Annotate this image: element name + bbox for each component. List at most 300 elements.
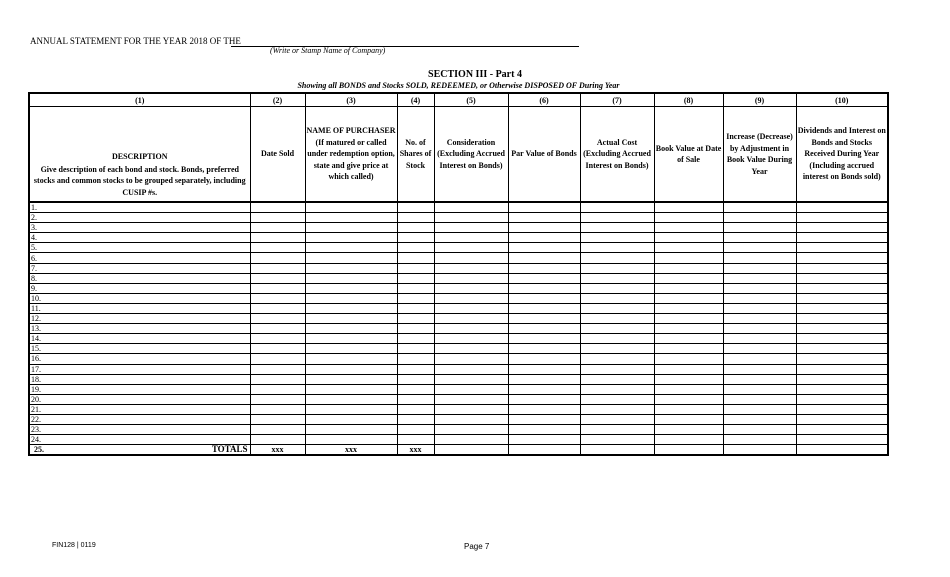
cell-purchaser[interactable]: [305, 314, 397, 324]
cell-description[interactable]: [47, 404, 250, 414]
cell-book-value[interactable]: [654, 354, 723, 364]
cell-purchaser[interactable]: [305, 202, 397, 213]
cell-dividends[interactable]: [796, 263, 888, 273]
cell-dividends[interactable]: [796, 354, 888, 364]
table-row: [29, 404, 888, 414]
cell-adjustment[interactable]: [723, 223, 796, 233]
cell-dividends[interactable]: [796, 425, 888, 435]
cell-dividends[interactable]: [796, 324, 888, 334]
cell-adjustment[interactable]: [723, 303, 796, 313]
cell-purchaser[interactable]: [305, 354, 397, 364]
cell-actual-cost[interactable]: [580, 223, 654, 233]
cell-dividends[interactable]: [796, 374, 888, 384]
cell-purchaser[interactable]: [305, 213, 397, 223]
cell-date-sold[interactable]: [250, 263, 305, 273]
cell-actual-cost[interactable]: [580, 414, 654, 424]
cell-purchaser[interactable]: [305, 364, 397, 374]
cell-date-sold[interactable]: [250, 202, 305, 213]
line-number: 17.: [29, 364, 47, 374]
cell-description[interactable]: [47, 293, 250, 303]
cell-adjustment[interactable]: [723, 314, 796, 324]
cell-par-value[interactable]: [508, 314, 580, 324]
cell-description[interactable]: [47, 435, 250, 445]
cell-actual-cost[interactable]: [580, 293, 654, 303]
cell-consideration[interactable]: [434, 404, 508, 414]
line-number: 21.: [29, 404, 47, 414]
table-row: [29, 344, 888, 354]
line-number: 1.: [29, 202, 47, 213]
cell-par-value[interactable]: [508, 425, 580, 435]
cell-shares[interactable]: [397, 354, 434, 364]
cell-actual-cost[interactable]: [580, 324, 654, 334]
cell-consideration[interactable]: [434, 384, 508, 394]
cell-actual-cost[interactable]: [580, 344, 654, 354]
cell-shares[interactable]: [397, 202, 434, 213]
cell-dividends[interactable]: [796, 202, 888, 213]
cell-actual-cost[interactable]: [580, 303, 654, 313]
cell-consideration[interactable]: [434, 223, 508, 233]
cell-book-value[interactable]: [654, 384, 723, 394]
cell-dividends[interactable]: [796, 404, 888, 414]
cell-dividends[interactable]: [796, 394, 888, 404]
cell-consideration[interactable]: [434, 303, 508, 313]
cell-par-value[interactable]: [508, 263, 580, 273]
cell-description[interactable]: [47, 303, 250, 313]
cell-book-value[interactable]: [654, 324, 723, 334]
cell-purchaser[interactable]: [305, 404, 397, 414]
cell-purchaser[interactable]: [305, 435, 397, 445]
cell-shares[interactable]: [397, 273, 434, 283]
cell-description[interactable]: [47, 374, 250, 384]
cell-purchaser[interactable]: [305, 384, 397, 394]
cell-purchaser[interactable]: [305, 414, 397, 424]
line-number: 18.: [29, 374, 47, 384]
table-row: [29, 273, 888, 283]
cell-description[interactable]: [47, 202, 250, 213]
column-header-description: [29, 107, 250, 203]
cell-actual-cost[interactable]: [580, 374, 654, 384]
cell-adjustment[interactable]: [723, 435, 796, 445]
totals-actual-cost[interactable]: [580, 445, 654, 456]
cell-description[interactable]: [47, 223, 250, 233]
cell-par-value[interactable]: [508, 384, 580, 394]
table-row: [29, 414, 888, 424]
cell-par-value[interactable]: [508, 414, 580, 424]
cell-par-value[interactable]: [508, 233, 580, 243]
cell-dividends[interactable]: [796, 364, 888, 374]
form-id: FIN128 | 0119: [52, 542, 96, 549]
cell-dividends[interactable]: [796, 233, 888, 243]
cell-actual-cost[interactable]: [580, 425, 654, 435]
cell-adjustment[interactable]: [723, 384, 796, 394]
cell-adjustment[interactable]: [723, 202, 796, 213]
cell-par-value[interactable]: [508, 223, 580, 233]
cell-adjustment[interactable]: [723, 263, 796, 273]
cell-purchaser[interactable]: [305, 293, 397, 303]
cell-purchaser[interactable]: [305, 253, 397, 263]
cell-shares[interactable]: [397, 425, 434, 435]
cell-adjustment[interactable]: [723, 324, 796, 334]
cell-date-sold[interactable]: [250, 425, 305, 435]
cell-book-value[interactable]: [654, 374, 723, 384]
line-number: 16.: [29, 354, 47, 364]
column-number-3: (3): [305, 93, 397, 107]
line-number: 24.: [29, 435, 47, 445]
cell-par-value[interactable]: [508, 435, 580, 445]
cell-actual-cost[interactable]: [580, 213, 654, 223]
cell-adjustment[interactable]: [723, 334, 796, 344]
cell-book-value[interactable]: [654, 394, 723, 404]
cell-actual-cost[interactable]: [580, 253, 654, 263]
totals-label: TOTALS: [47, 445, 250, 456]
cell-par-value[interactable]: [508, 364, 580, 374]
cell-dividends[interactable]: [796, 213, 888, 223]
cell-adjustment[interactable]: [723, 364, 796, 374]
line-number: 2.: [29, 213, 47, 223]
cell-shares[interactable]: [397, 303, 434, 313]
table-row: [29, 253, 888, 263]
totals-adjustment[interactable]: [723, 445, 796, 456]
cell-adjustment[interactable]: [723, 374, 796, 384]
totals-book-value[interactable]: [654, 445, 723, 456]
table-row: [29, 263, 888, 273]
cell-date-sold[interactable]: [250, 273, 305, 283]
cell-purchaser[interactable]: [305, 273, 397, 283]
cell-book-value[interactable]: [654, 273, 723, 283]
cell-shares[interactable]: [397, 314, 434, 324]
cell-purchaser[interactable]: [305, 233, 397, 243]
cell-purchaser[interactable]: [305, 324, 397, 334]
cell-actual-cost[interactable]: [580, 364, 654, 374]
totals-dividends[interactable]: [796, 445, 888, 456]
cell-purchaser[interactable]: [305, 283, 397, 293]
cell-date-sold[interactable]: [250, 414, 305, 424]
cell-consideration[interactable]: [434, 293, 508, 303]
cell-purchaser[interactable]: [305, 344, 397, 354]
cell-actual-cost[interactable]: [580, 243, 654, 253]
cell-actual-cost[interactable]: [580, 273, 654, 283]
cell-purchaser[interactable]: [305, 243, 397, 253]
line-number: 22.: [29, 414, 47, 424]
cell-dividends[interactable]: [796, 414, 888, 424]
totals-consideration[interactable]: [434, 445, 508, 456]
cell-par-value[interactable]: [508, 202, 580, 213]
cell-par-value[interactable]: [508, 253, 580, 263]
cell-par-value[interactable]: [508, 354, 580, 364]
table-row: [29, 374, 888, 384]
cell-date-sold[interactable]: [250, 394, 305, 404]
cell-shares[interactable]: [397, 253, 434, 263]
cell-date-sold[interactable]: [250, 314, 305, 324]
column-number-10: (10): [796, 93, 888, 107]
cell-description[interactable]: [47, 273, 250, 283]
line-number: 10.: [29, 293, 47, 303]
cell-adjustment[interactable]: [723, 243, 796, 253]
cell-book-value[interactable]: [654, 414, 723, 424]
cell-consideration[interactable]: [434, 202, 508, 213]
cell-adjustment[interactable]: [723, 414, 796, 424]
line-number: 20.: [29, 394, 47, 404]
cell-par-value[interactable]: [508, 213, 580, 223]
cell-purchaser[interactable]: [305, 425, 397, 435]
cell-consideration[interactable]: [434, 435, 508, 445]
cell-shares[interactable]: [397, 344, 434, 354]
cell-consideration[interactable]: [434, 283, 508, 293]
cell-book-value[interactable]: [654, 202, 723, 213]
totals-purchaser: xxx: [305, 445, 397, 456]
cell-date-sold[interactable]: [250, 404, 305, 414]
table-row: [29, 334, 888, 344]
cell-actual-cost[interactable]: [580, 334, 654, 344]
cell-consideration[interactable]: [434, 414, 508, 424]
cell-date-sold[interactable]: [250, 324, 305, 334]
cell-date-sold[interactable]: [250, 233, 305, 243]
cell-adjustment[interactable]: [723, 273, 796, 283]
line-number: 11.: [29, 303, 47, 313]
cell-book-value[interactable]: [654, 314, 723, 324]
cell-date-sold[interactable]: [250, 354, 305, 364]
cell-consideration[interactable]: [434, 334, 508, 344]
cell-par-value[interactable]: [508, 404, 580, 414]
cell-consideration[interactable]: [434, 394, 508, 404]
cell-description[interactable]: [47, 324, 250, 334]
cell-date-sold[interactable]: [250, 303, 305, 313]
cell-actual-cost[interactable]: [580, 202, 654, 213]
column-header-purchaser: NAME OF PURCHASER (If matured or called under redemption option, state and give price at which called): [305, 107, 397, 203]
cell-book-value[interactable]: [654, 253, 723, 263]
cell-book-value[interactable]: [654, 243, 723, 253]
cell-book-value[interactable]: [654, 425, 723, 435]
section-title: SECTION III - Part 4: [428, 69, 522, 80]
cell-actual-cost[interactable]: [580, 435, 654, 445]
column-number-6: (6): [508, 93, 580, 107]
cell-consideration[interactable]: [434, 233, 508, 243]
cell-book-value[interactable]: [654, 213, 723, 223]
cell-shares[interactable]: [397, 435, 434, 445]
cell-book-value[interactable]: [654, 293, 723, 303]
cell-adjustment[interactable]: [723, 354, 796, 364]
cell-shares[interactable]: [397, 384, 434, 394]
cell-shares[interactable]: [397, 394, 434, 404]
cell-actual-cost[interactable]: [580, 394, 654, 404]
cell-description[interactable]: [47, 243, 250, 253]
cell-par-value[interactable]: [508, 324, 580, 334]
cell-actual-cost[interactable]: [580, 384, 654, 394]
cell-dividends[interactable]: [796, 435, 888, 445]
cell-shares[interactable]: [397, 404, 434, 414]
cell-shares[interactable]: [397, 414, 434, 424]
cell-dividends[interactable]: [796, 303, 888, 313]
line-number: 3.: [29, 223, 47, 233]
cell-par-value[interactable]: [508, 283, 580, 293]
cell-book-value[interactable]: [654, 435, 723, 445]
cell-consideration[interactable]: [434, 425, 508, 435]
table-row: [29, 384, 888, 394]
cell-date-sold[interactable]: [250, 213, 305, 223]
totals-row: [29, 445, 888, 456]
cell-shares[interactable]: [397, 364, 434, 374]
cell-actual-cost[interactable]: [580, 233, 654, 243]
cell-date-sold[interactable]: [250, 435, 305, 445]
table-row: [29, 283, 888, 293]
table-row: [29, 202, 888, 213]
cell-dividends[interactable]: [796, 243, 888, 253]
cell-adjustment[interactable]: [723, 253, 796, 263]
cell-par-value[interactable]: [508, 334, 580, 344]
cell-shares[interactable]: [397, 334, 434, 344]
column-number-4: (4): [397, 93, 434, 107]
cell-consideration[interactable]: [434, 263, 508, 273]
cell-shares[interactable]: [397, 374, 434, 384]
cell-par-value[interactable]: [508, 273, 580, 283]
cell-description[interactable]: [47, 384, 250, 394]
cell-date-sold[interactable]: [250, 293, 305, 303]
cell-description[interactable]: [47, 263, 250, 273]
cell-dividends[interactable]: [796, 273, 888, 283]
cell-par-value[interactable]: [508, 344, 580, 354]
cell-par-value[interactable]: [508, 394, 580, 404]
cell-consideration[interactable]: [434, 243, 508, 253]
table-row: [29, 354, 888, 364]
cell-date-sold[interactable]: [250, 334, 305, 344]
cell-adjustment[interactable]: [723, 233, 796, 243]
cell-date-sold[interactable]: [250, 283, 305, 293]
table-row: [29, 425, 888, 435]
table-row: [29, 233, 888, 243]
cell-description[interactable]: [47, 364, 250, 374]
cell-description[interactable]: [47, 213, 250, 223]
cell-shares[interactable]: [397, 263, 434, 273]
cell-date-sold[interactable]: [250, 344, 305, 354]
cell-book-value[interactable]: [654, 334, 723, 344]
cell-purchaser[interactable]: [305, 374, 397, 384]
cell-date-sold[interactable]: [250, 223, 305, 233]
cell-purchaser[interactable]: [305, 334, 397, 344]
table-row: [29, 223, 888, 233]
cell-shares[interactable]: [397, 293, 434, 303]
cell-consideration[interactable]: [434, 253, 508, 263]
cell-date-sold[interactable]: [250, 364, 305, 374]
cell-dividends[interactable]: [796, 223, 888, 233]
cell-purchaser[interactable]: [305, 263, 397, 273]
column-number-9: (9): [723, 93, 796, 107]
cell-description[interactable]: [47, 253, 250, 263]
table-row: [29, 293, 888, 303]
cell-adjustment[interactable]: [723, 425, 796, 435]
statement-heading: ANNUAL STATEMENT FOR THE YEAR 2018 OF THE: [30, 36, 241, 46]
cell-par-value[interactable]: [508, 374, 580, 384]
cell-description[interactable]: [47, 314, 250, 324]
cell-purchaser[interactable]: [305, 394, 397, 404]
cell-description[interactable]: [47, 344, 250, 354]
cell-dividends[interactable]: [796, 283, 888, 293]
cell-dividends[interactable]: [796, 293, 888, 303]
cell-book-value[interactable]: [654, 303, 723, 313]
line-number: 15.: [29, 344, 47, 354]
cell-consideration[interactable]: [434, 374, 508, 384]
cell-actual-cost[interactable]: [580, 314, 654, 324]
cell-actual-cost[interactable]: [580, 354, 654, 364]
cell-book-value[interactable]: [654, 223, 723, 233]
cell-shares[interactable]: [397, 283, 434, 293]
cell-consideration[interactable]: [434, 314, 508, 324]
cell-adjustment[interactable]: [723, 404, 796, 414]
cell-description[interactable]: [47, 354, 250, 364]
line-number: 19.: [29, 384, 47, 394]
cell-adjustment[interactable]: [723, 344, 796, 354]
cell-consideration[interactable]: [434, 354, 508, 364]
line-number: 9.: [29, 283, 47, 293]
line-number: 13.: [29, 324, 47, 334]
totals-shares: xxx: [397, 445, 434, 456]
cell-shares[interactable]: [397, 243, 434, 253]
totals-par-value[interactable]: [508, 445, 580, 456]
cell-date-sold[interactable]: [250, 253, 305, 263]
cell-par-value[interactable]: [508, 293, 580, 303]
cell-adjustment[interactable]: [723, 213, 796, 223]
table-row: [29, 213, 888, 223]
cell-description[interactable]: [47, 394, 250, 404]
cell-shares[interactable]: [397, 213, 434, 223]
table-row: [29, 243, 888, 253]
cell-consideration[interactable]: [434, 213, 508, 223]
cell-dividends[interactable]: [796, 344, 888, 354]
cell-book-value[interactable]: [654, 263, 723, 273]
cell-description[interactable]: [47, 414, 250, 424]
cell-consideration[interactable]: [434, 273, 508, 283]
cell-actual-cost[interactable]: [580, 404, 654, 414]
cell-date-sold[interactable]: [250, 243, 305, 253]
cell-description[interactable]: [47, 233, 250, 243]
cell-book-value[interactable]: [654, 283, 723, 293]
table-row: [29, 314, 888, 324]
cell-consideration[interactable]: [434, 364, 508, 374]
cell-dividends[interactable]: [796, 253, 888, 263]
table-row: [29, 435, 888, 445]
cell-adjustment[interactable]: [723, 283, 796, 293]
cell-dividends[interactable]: [796, 384, 888, 394]
cell-book-value[interactable]: [654, 404, 723, 414]
column-header-book-value: Book Value at Date of Sale: [654, 107, 723, 203]
cell-consideration[interactable]: [434, 344, 508, 354]
cell-date-sold[interactable]: [250, 384, 305, 394]
cell-description[interactable]: [47, 283, 250, 293]
cell-book-value[interactable]: [654, 344, 723, 354]
cell-purchaser[interactable]: [305, 223, 397, 233]
cell-purchaser[interactable]: [305, 303, 397, 313]
cell-description[interactable]: [47, 425, 250, 435]
cell-book-value[interactable]: [654, 364, 723, 374]
cell-date-sold[interactable]: [250, 374, 305, 384]
line-number: 7.: [29, 263, 47, 273]
cell-adjustment[interactable]: [723, 394, 796, 404]
line-number: 23.: [29, 425, 47, 435]
cell-par-value[interactable]: [508, 243, 580, 253]
cell-shares[interactable]: [397, 233, 434, 243]
description-title: DESCRIPTION: [111, 152, 168, 161]
cell-description[interactable]: [47, 334, 250, 344]
cell-actual-cost[interactable]: [580, 283, 654, 293]
cell-adjustment[interactable]: [723, 293, 796, 303]
cell-book-value[interactable]: [654, 233, 723, 243]
cell-dividends[interactable]: [796, 334, 888, 344]
cell-par-value[interactable]: [508, 303, 580, 313]
cell-consideration[interactable]: [434, 324, 508, 334]
cell-dividends[interactable]: [796, 314, 888, 324]
cell-shares[interactable]: [397, 223, 434, 233]
cell-actual-cost[interactable]: [580, 263, 654, 273]
cell-shares[interactable]: [397, 324, 434, 334]
